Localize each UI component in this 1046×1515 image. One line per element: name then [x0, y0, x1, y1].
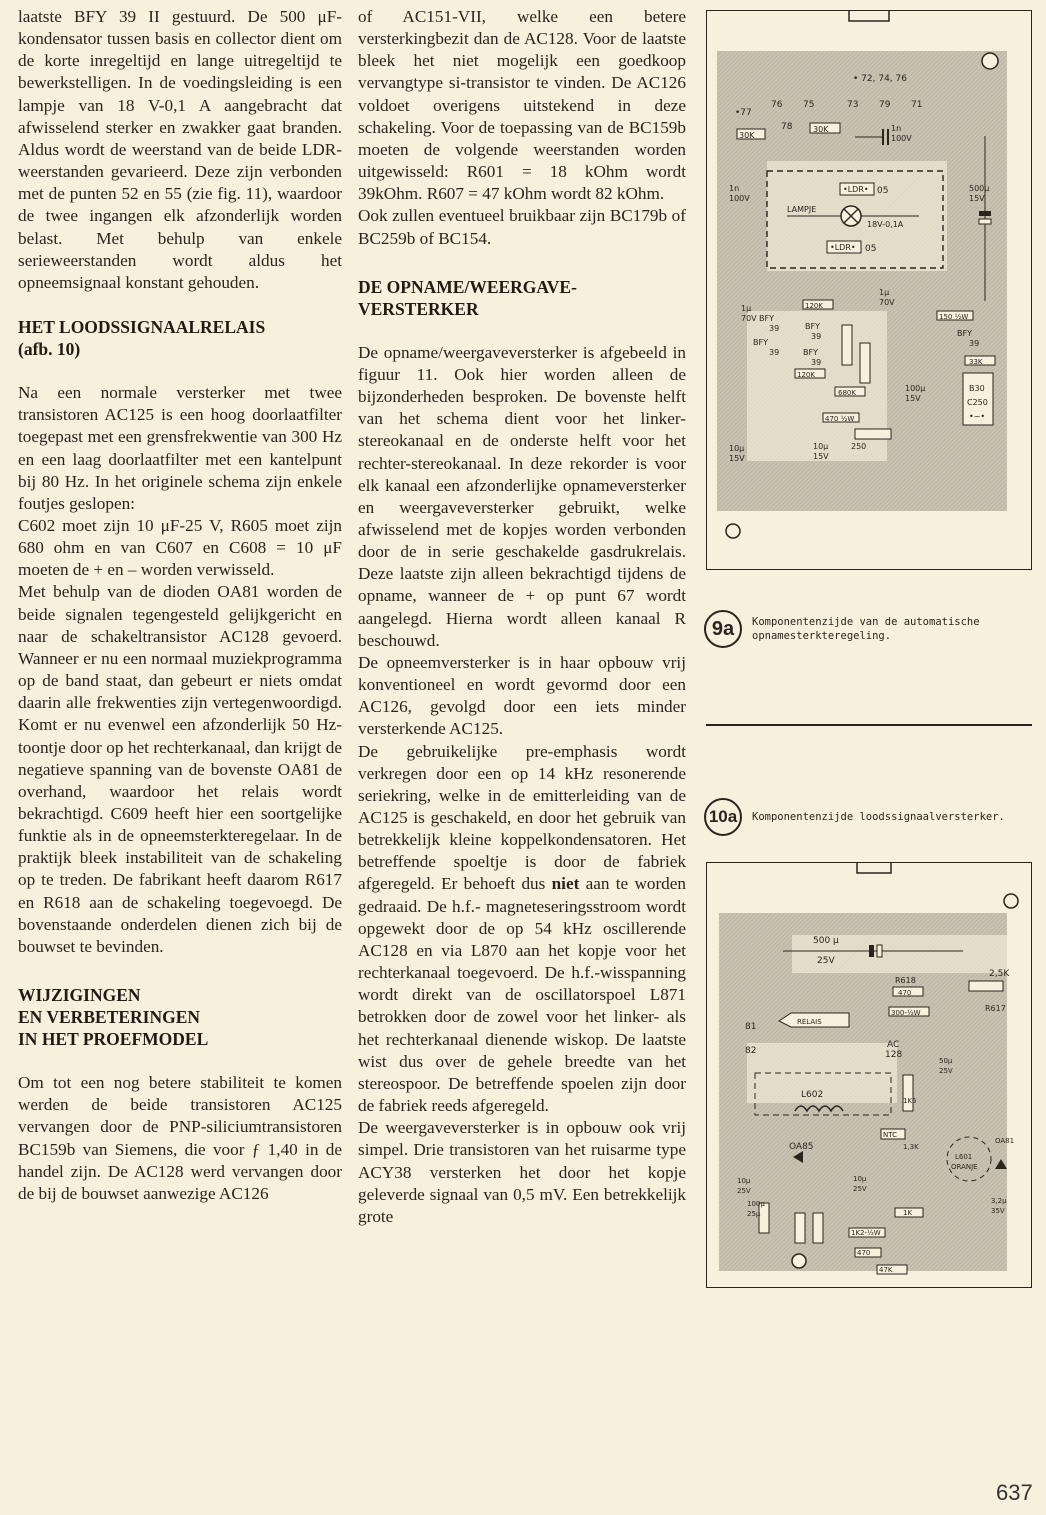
- paragraph: De weergaveversterker is in opbouw ook vrij simpel. Drie transistoren van het ruisarme type ACY38 versterken het door het kopje geleverde signaal van 0,5 mV. Een betrekkelijk grote: [358, 1118, 686, 1226]
- svg-text:R618: R618: [895, 976, 916, 985]
- svg-text:1K: 1K: [903, 1209, 913, 1217]
- svg-text:39: 39: [769, 324, 780, 333]
- svg-text:150 ½W: 150 ½W: [939, 313, 969, 321]
- svg-text:100V: 100V: [891, 134, 912, 143]
- svg-text:250: 250: [851, 442, 867, 451]
- paragraph: De opname/weergaveversterker is afgebeeld in figuur 11. Ook hier worden alleen de bijzonderheden besproken. De bovenste helft van het schema dient voor het linker-stereokanaal en de onderste helft voor het rechter-stereokanaal. In deze rekorder is voor elk kanaal een afzonderlijke opnameversterker en weergaveversterker gebruikt, welke afwisselend met de kopjes worden verbonden door de in serie geschakelde gasdrukrelais. Deze laatste zijn alleen bekrachtigd tijdens de opname, wanneer de + op punt 67 wordt aangelegd. Hierna wordt alleen kanaal R beschouwd.: [358, 342, 686, 650]
- svg-text:AC: AC: [887, 1040, 900, 1050]
- svg-text:470: 470: [857, 1249, 871, 1257]
- svg-text:BFY: BFY: [753, 338, 768, 347]
- svg-text:B30: B30: [969, 384, 985, 393]
- svg-text:10μ: 10μ: [813, 442, 829, 451]
- svg-text:OA85: OA85: [789, 1142, 814, 1152]
- svg-text:39: 39: [811, 358, 822, 367]
- svg-text:30K: 30K: [739, 131, 755, 140]
- svg-text:15V: 15V: [813, 452, 829, 461]
- svg-text:470 ½W: 470 ½W: [825, 415, 855, 423]
- svg-text:1n: 1n: [729, 184, 740, 193]
- svg-text:LAMPJE: LAMPJE: [787, 205, 817, 214]
- svg-text:25μ: 25μ: [747, 1210, 761, 1218]
- svg-text:1K5: 1K5: [903, 1097, 917, 1105]
- paragraph: laatste BFY 39 II gestuurd. De 500 μF-kondensator tussen basis en collector dient om de korte inregeltijd en lange uitregeltijd te bewerkstelligen. In de voedingsleiding is een lampje van 18 V-0,1 A aangebracht dat afwisselend sterker en zwakker gaat branden. Aldus wordt de weerstand van de beide LDR-weerstanden gevarieerd. Deze zijn verbonden met de punten 52 en 55 (zie fig. 11), waardoor de twee ingangen elk afzonderlijk worden belast. Met behulp van enkele serieweerstanden wordt aldus het opneemsignaal konstant gehouden.: [18, 7, 342, 292]
- pcb-figure-9a: [706, 10, 1032, 570]
- figure-number-badge: 10a: [704, 798, 742, 836]
- pin-label: 79: [879, 100, 891, 110]
- svg-text:100V: 100V: [729, 194, 750, 203]
- svg-text:25V: 25V: [737, 1187, 751, 1195]
- svg-text:1μ: 1μ: [741, 304, 752, 313]
- paragraph: Ook zullen eventueel bruikbaar zijn BC179b of BC259b of BC154.: [358, 206, 686, 248]
- svg-text:10μ: 10μ: [853, 1175, 867, 1183]
- svg-text:70V: 70V: [741, 314, 757, 323]
- svg-text:RELAIS: RELAIS: [797, 1018, 822, 1026]
- svg-text:BFY: BFY: [805, 322, 820, 331]
- svg-text:•~•: •~•: [969, 412, 986, 421]
- pin-label: 71: [911, 100, 923, 110]
- paragraph: of AC151-VII, welke een betere versterkingbezit dan de AC128. Voor de laatste bleek het niet mogelijk een goedkoop vervangtype si-transistor te vinden. De AC126 voldoet overigens uitstekend in deze schakeling. Voor de toepassing van de BC159b moeten de volgende weerstanden worden uitgewisseld: R601 = 18 kOhm wordt 39kOhm. R607 = 47 kOhm wordt 82 kOhm.: [358, 7, 686, 204]
- svg-text:15V: 15V: [905, 394, 921, 403]
- svg-text:500μ: 500μ: [969, 184, 990, 193]
- text-column-2: [358, 6, 686, 1228]
- svg-text:BFY: BFY: [957, 329, 972, 338]
- figure-divider: [706, 724, 1032, 726]
- svg-text:05: 05: [865, 244, 877, 254]
- svg-text:2,5K: 2,5K: [989, 969, 1010, 979]
- svg-text:15V: 15V: [729, 454, 745, 463]
- svg-text:25V: 25V: [939, 1067, 953, 1075]
- pin-label: 78: [781, 122, 793, 132]
- svg-text:L602: L602: [801, 1090, 824, 1100]
- paragraph: Met behulp van de dioden OA81 worden de beide signalen tegengesteld gelijkgericht en naar de schakeltransistor AC128 gevoerd. Wanneer er nu een normaal muziekprogramma op de band staat, dan gebeurt er niets omdat daarin alle frekwenties zijn vertegenwoordigd. Komt er nu evenwel een afzonderlijk 50 Hz-toontje door op het rechterkanaal, dan krijgt de negatieve spanning van de bovenste OA81 de overhand, waardoor het relais wordt bekrachtigd. C609 heeft hier een soortgelijke funktie als in de opneemsterkteregelaar. In de praktijk bleek instabiliteit van de schakeling op te treden. De fabrikant heeft daarom R617 en R618 aan de schakeling toegevoegd. De bovenstaande onderdelen dienen zich bij de bouwset te bevinden.: [18, 582, 342, 956]
- mounting-hole: [1004, 894, 1018, 908]
- page-number: 637: [996, 1480, 1033, 1505]
- paragraph: Om tot een nog betere stabiliteit te komen werden de beide transistoren AC125 vervangen door de PNP-siliciumtransistoren BC159b van Siemens, die voor ƒ 1,40 in de handel zijn. De AC128 werd vervangen door de bij de bouwset aanwezige AC126: [18, 1073, 342, 1203]
- svg-text:L601: L601: [955, 1153, 973, 1161]
- paragraph: De gebruikelijke pre-emphasis wordt verkregen door een op 14 kHz resonerende seriekring, welke in de emitterleiding van de AC125 is geschakeld, en door het gebruik van betrekkelijk kleine koppelkondensatoren. Het betreffende spoeltje is door de fabriek afgeregeld. Er behoeft dus niet aan te worden gedraaid. De h.f.- magneteseringsstroom wordt opgewekt door de op 54 kHz oscillerende AC128 en via L870 aan het kopje voor het rechterkanaal toegevoerd. De h.f.-wisspanning wordt direkt van de oscillatorspoel L871 betrokken door de zowel voor het linker- als het rechterkanaal dienende wiskop. De laatste wist dus over de gehele breedte van het stereospoor. De betreffende spoelen zijn door de fabriek reeds afgeregeld.: [358, 741, 686, 1116]
- svg-text:NTC: NTC: [883, 1131, 897, 1139]
- svg-text:05: 05: [877, 186, 889, 196]
- svg-text:82: 82: [745, 1046, 757, 1056]
- svg-text:39: 39: [969, 339, 980, 348]
- svg-text:1K2-½W: 1K2-½W: [851, 1229, 881, 1237]
- svg-text:100μ: 100μ: [747, 1200, 765, 1208]
- svg-text:300-½W: 300-½W: [891, 1009, 921, 1017]
- svg-text:128: 128: [885, 1050, 903, 1060]
- svg-text:ORANJE: ORANJE: [951, 1163, 978, 1171]
- paragraph: C602 moet zijn 10 μF-25 V, R605 moet zijn 680 ohm en van C607 en C608 = 10 μF moeten de + en – worden verwisseld.: [18, 515, 342, 580]
- pcb-figure-10a: [706, 862, 1032, 1288]
- figure-number-badge: 9a: [704, 610, 742, 648]
- mounting-hole: [982, 53, 998, 69]
- pin-label: • 72, 74, 76: [853, 74, 907, 84]
- svg-text:R617: R617: [985, 1004, 1006, 1013]
- svg-text:33K: 33K: [969, 358, 983, 366]
- svg-text:•LDR•: •LDR•: [843, 185, 869, 194]
- svg-text:35V: 35V: [991, 1207, 1005, 1215]
- svg-text:25V: 25V: [817, 956, 835, 966]
- svg-text:1μ: 1μ: [879, 288, 890, 297]
- mounting-hole: [726, 524, 740, 538]
- svg-text:BFY: BFY: [759, 314, 774, 323]
- svg-text:70V: 70V: [879, 298, 895, 307]
- section-heading-opname-weergave: DE OPNAME/WEERGAVE- VERSTERKER: [358, 276, 577, 319]
- figure-caption-10a: 10a Komponentenzijde loodssignaalversterker.: [704, 798, 1005, 836]
- svg-text:15V: 15V: [969, 194, 985, 203]
- svg-text:100μ: 100μ: [905, 384, 926, 393]
- svg-text:3,2μ: 3,2μ: [991, 1197, 1007, 1205]
- svg-text:120K: 120K: [797, 371, 815, 379]
- svg-text:47K: 47K: [879, 1266, 893, 1274]
- svg-text:680K: 680K: [838, 389, 856, 397]
- paragraph: Na een normale versterker met twee transistoren AC125 is een hoog doorlaatfilter toegepast met een grensfrekwentie van 300 Hz en een laag doorlaatfilter met een kantelpunt bij 80 Hz. In het originele schema zijn enkele foutjes geslopen:: [18, 383, 342, 513]
- pin-label: 73: [847, 100, 859, 110]
- svg-text:10μ: 10μ: [737, 1177, 751, 1185]
- svg-text:470: 470: [898, 989, 912, 997]
- svg-text:39: 39: [811, 332, 822, 341]
- pin-label: •77: [735, 108, 752, 118]
- section-heading-wijzigingen: WIJZIGINGEN EN VERBETERINGEN IN HET PROEFMODEL: [18, 985, 209, 1050]
- text-column-1: [18, 6, 342, 1205]
- svg-text:C250: C250: [967, 398, 988, 407]
- section-heading-loodssignaalrelais: HET LOODSSIGNAALRELAIS (afb. 10): [18, 317, 266, 360]
- pin-label: 75: [803, 100, 815, 110]
- svg-text:25V: 25V: [853, 1185, 867, 1193]
- svg-text:1n: 1n: [891, 124, 902, 133]
- svg-text:39: 39: [769, 348, 780, 357]
- emphasis-niet: niet: [551, 874, 580, 894]
- svg-text:500 μ: 500 μ: [813, 936, 839, 946]
- board-notch: [849, 11, 889, 21]
- svg-text:BFY: BFY: [803, 348, 818, 357]
- svg-text:30K: 30K: [813, 125, 829, 134]
- paragraph: De opneemversterker is in haar opbouw vrij konventioneel en wordt gevormd door een AC126, gevolgd door een iets minder versterkende AC125.: [358, 652, 686, 739]
- svg-text:10μ: 10μ: [729, 444, 745, 453]
- figure-caption-9a: 9a Komponentenzijde van de automatische opnamesterkteregeling.: [704, 610, 980, 648]
- board-notch: [857, 863, 891, 873]
- svg-text:1,3K: 1,3K: [903, 1143, 919, 1151]
- svg-text:18V-0,1A: 18V-0,1A: [867, 220, 904, 229]
- mounting-hole: [792, 1254, 806, 1268]
- svg-text:81: 81: [745, 1022, 757, 1032]
- svg-text:120K: 120K: [805, 302, 823, 310]
- pin-label: 76: [771, 100, 783, 110]
- svg-text:OA81: OA81: [995, 1137, 1015, 1145]
- svg-text:•LDR•: •LDR•: [830, 243, 856, 252]
- svg-text:50μ: 50μ: [939, 1057, 953, 1065]
